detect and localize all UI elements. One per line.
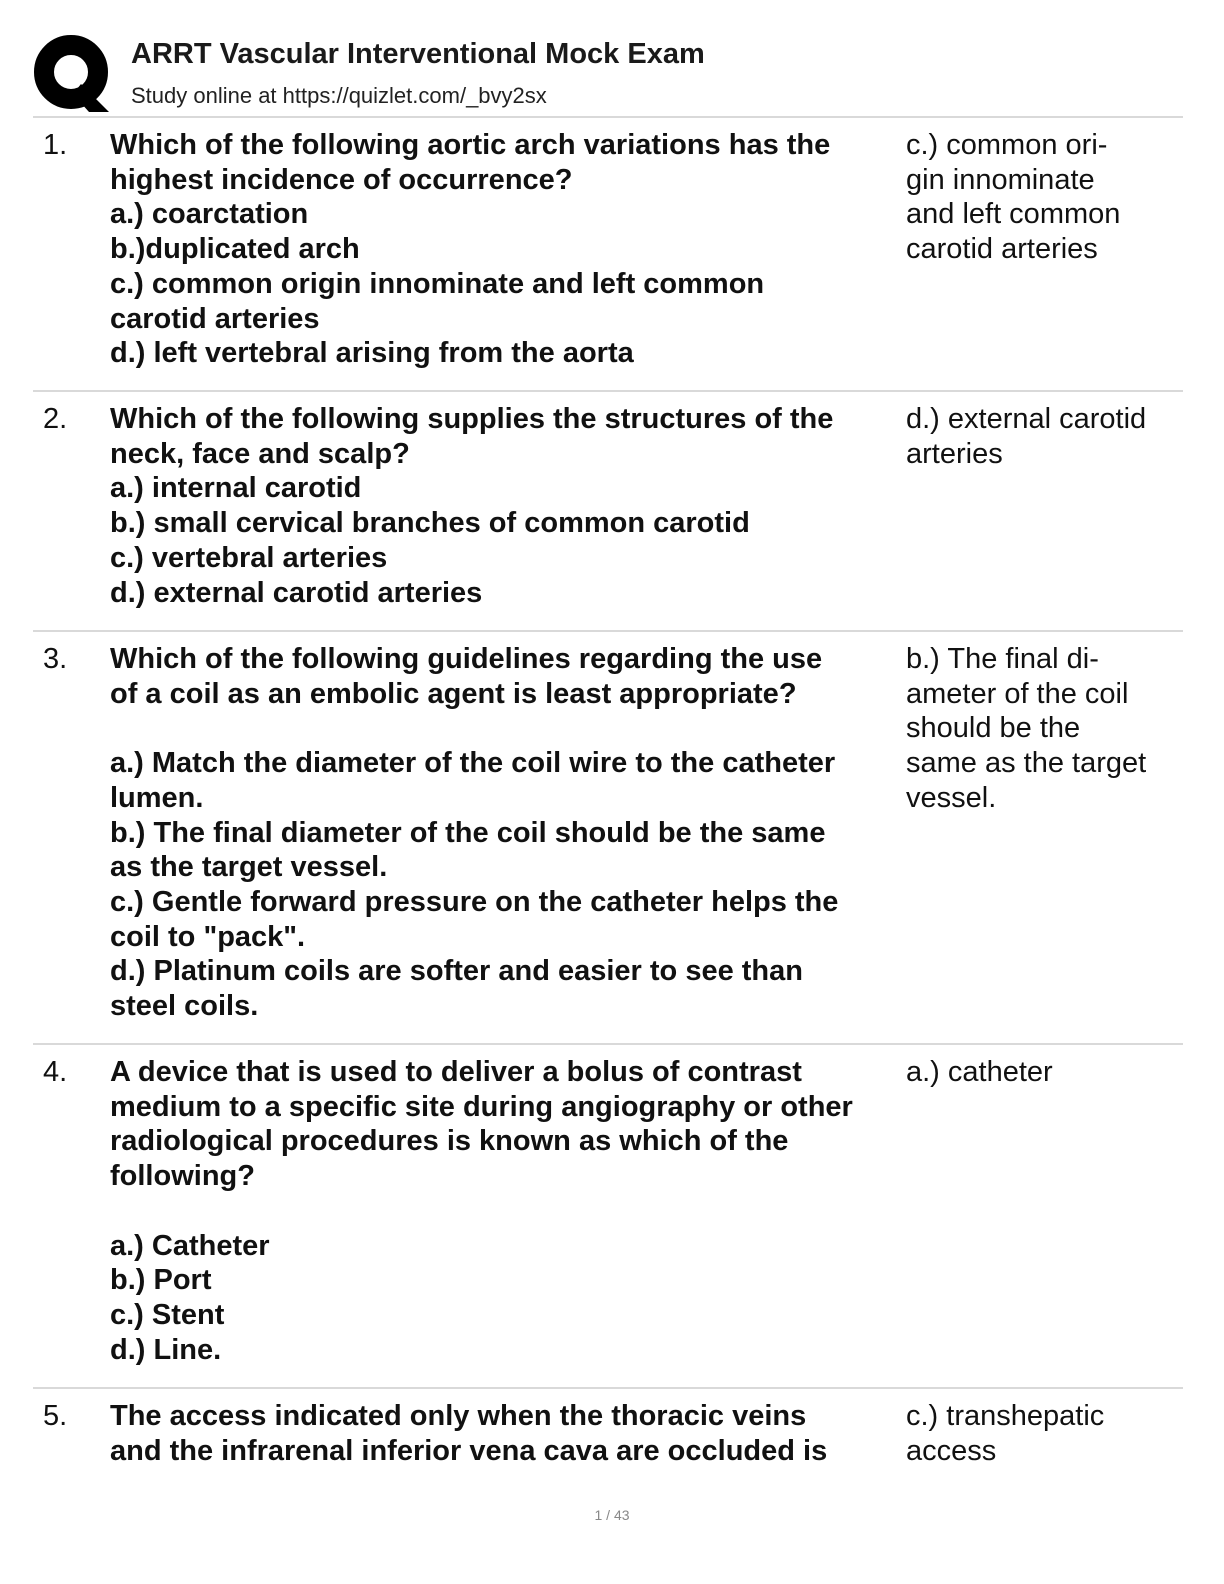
item-divider [33, 1043, 1183, 1045]
question-line: b.) The final diameter of the coil should be the same [110, 816, 826, 849]
question-line: steel coils. [110, 990, 259, 1023]
question-number: 3. [43, 643, 68, 675]
item-divider [33, 1387, 1183, 1389]
question-line: and the infrarenal inferior vena cava are occluded is [110, 1434, 828, 1467]
question-line: The access indicated only when the thoracic veins [110, 1400, 807, 1432]
answer-line: b.) The final di- [906, 643, 1099, 675]
question-line: lumen. [110, 781, 204, 814]
question-line: highest incidence of occurrence? [110, 163, 573, 196]
question-text [110, 1055, 910, 1367]
question-line: Which of the following supplies the structures of the [110, 403, 834, 435]
question-number: 4. [43, 1056, 68, 1088]
answer-line: arteries [906, 437, 1003, 470]
answer-line: d.) external carotid [906, 403, 1147, 435]
question-line: d.) Platinum coils are softer and easier to see than [110, 955, 803, 988]
question-line: following? [110, 1160, 255, 1193]
answer-line: ameter of the coil [906, 677, 1129, 710]
answer-line: same as the target [906, 747, 1147, 780]
question-number: 1. [43, 129, 68, 161]
question-line: a.) internal carotid [110, 472, 362, 505]
question-line: of a coil as an embolic agent is least appropriate? [110, 677, 797, 710]
answer-text [906, 1399, 1186, 1468]
question-line: carotid arteries [110, 302, 320, 335]
question-line: d.) external carotid arteries [110, 576, 483, 609]
answer-line: a.) catheter [906, 1056, 1053, 1088]
answer-line: carotid arteries [906, 233, 1098, 266]
question-line: a.) coarctation [110, 198, 309, 231]
answer-line: access [906, 1434, 997, 1467]
question-line: c.) Gentle forward pressure on the catheter helps the [110, 885, 839, 918]
answer-text [906, 1055, 1186, 1090]
question-line: b.) Port [110, 1264, 212, 1297]
answer-line: and left common [906, 198, 1121, 231]
question-text [110, 642, 910, 1024]
answer-text [906, 642, 1186, 816]
question-line: d.) Line. [110, 1333, 222, 1366]
question-line: Which of the following guidelines regarding the use [110, 643, 823, 675]
page-indicator: 1 / 43 [594, 1507, 630, 1523]
question-line: c.) common origin innominate and left common [110, 267, 765, 300]
header-divider [33, 116, 1183, 118]
page-header [33, 34, 1183, 114]
answer-line: vessel. [906, 781, 997, 814]
question-line: d.) left vertebral arising from the aorta [110, 337, 634, 370]
question-line: a.) Match the diameter of the coil wire to the catheter [110, 747, 836, 780]
answer-line: gin innominate [906, 163, 1095, 196]
question-line: Which of the following aortic arch variations has the [110, 129, 831, 161]
item-divider [33, 630, 1183, 632]
answer-line: c.) transhepatic [906, 1400, 1105, 1432]
answer-text [906, 402, 1186, 471]
document-title: ARRT Vascular Interventional Mock Exam [131, 38, 705, 70]
question-line: a.) Catheter [110, 1229, 270, 1262]
question-number: 5. [43, 1400, 68, 1432]
question-line: c.) vertebral arteries [110, 541, 388, 574]
question-text [110, 1399, 910, 1468]
question-line: A device that is used to deliver a bolus of contrast [110, 1056, 802, 1088]
question-line: radiological procedures is known as which of the [110, 1125, 789, 1158]
answer-line: should be the [906, 712, 1081, 745]
question-line: b.) small cervical branches of common carotid [110, 507, 750, 540]
question-line: b.)duplicated arch [110, 233, 360, 266]
blank-line [110, 711, 910, 746]
answer-line: c.) common ori- [906, 129, 1108, 161]
study-online-link[interactable]: Study online at https://quizlet.com/_bvy2sx [131, 83, 547, 108]
question-line: medium to a specific site during angiography or other [110, 1090, 853, 1123]
quizlet-q-logo-icon[interactable] [33, 34, 111, 112]
question-text [110, 402, 910, 610]
question-line: coil to "pack". [110, 920, 306, 953]
question-number: 2. [43, 403, 68, 435]
item-divider [33, 390, 1183, 392]
answer-text [906, 128, 1186, 267]
blank-line [110, 1194, 910, 1229]
question-line: as the target vessel. [110, 851, 388, 884]
question-line: neck, face and scalp? [110, 437, 410, 470]
question-line: c.) Stent [110, 1298, 225, 1331]
question-text [110, 128, 910, 371]
